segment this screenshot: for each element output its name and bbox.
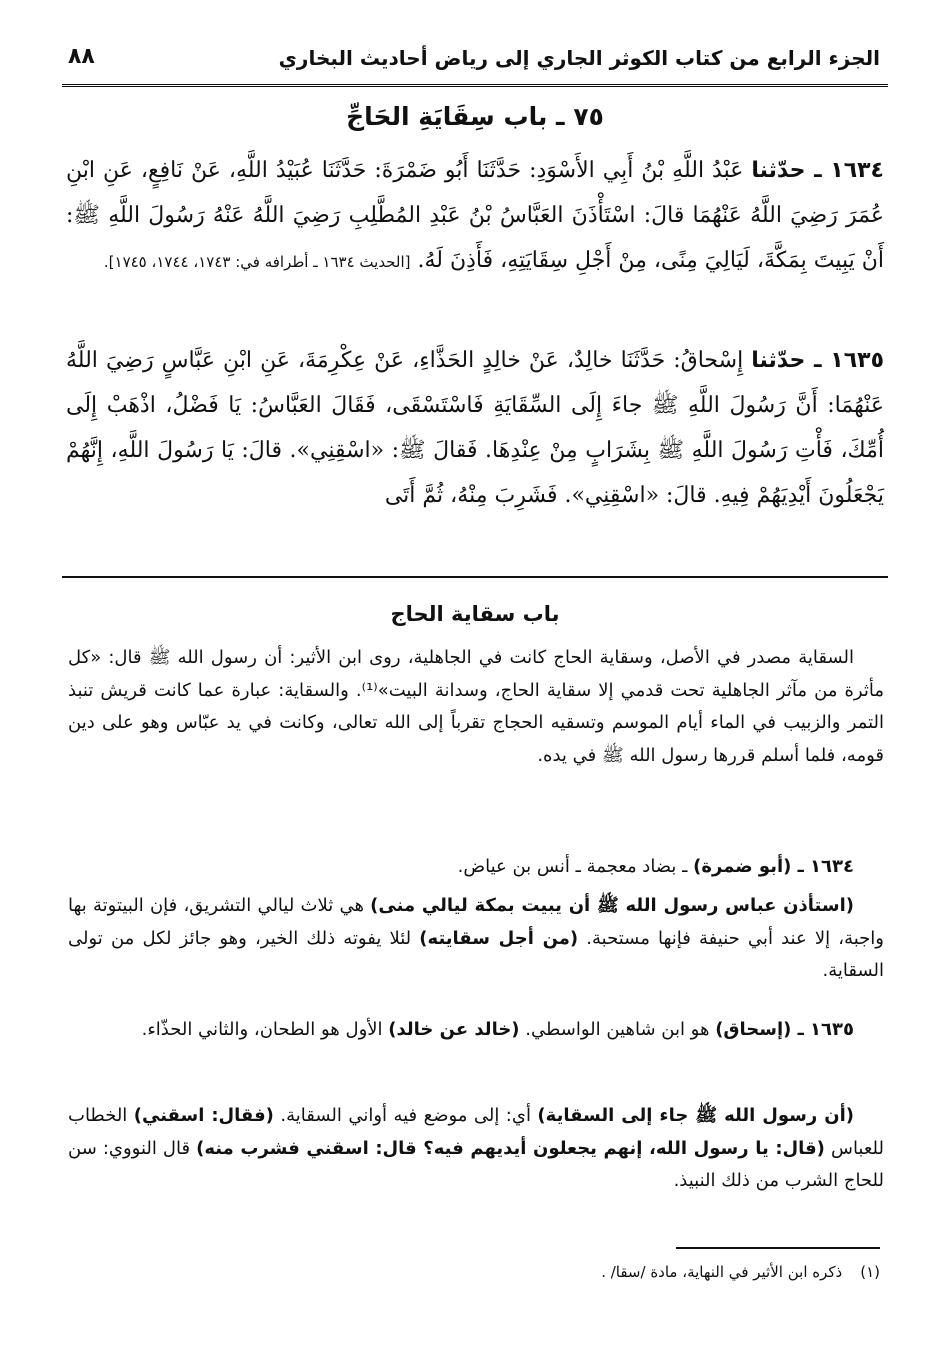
hadith-1634	[66, 148, 884, 285]
commentary-term: (أبو ضمرة)	[693, 856, 798, 877]
commentary-text: ـ بضاد معجمة ـ أنس بن عياض.	[457, 856, 694, 877]
commentary-number: ١٦٣٥ ـ	[797, 1019, 854, 1040]
book-page	[62, 36, 888, 1326]
commentary-text: هي ثلاث ليالي التشريق، فإن البيتوتة بها واجبة، إلا عند أبي حنيفة فإنها مستحبة.	[68, 895, 885, 949]
commentary-term: (خالد عن خالد)	[388, 1019, 520, 1040]
footnote-number: (١)	[860, 1263, 880, 1281]
commentary-1635-continued	[68, 1100, 884, 1198]
commentary-term: (أن رسول الله ﷺ جاء إلى السقاية)	[537, 1105, 854, 1126]
hadith-reference: [الحديث ١٦٣٤ ـ أطرافه في: ١٧٤٣، ١٧٤٤، ١٧٤٥].	[103, 253, 411, 271]
commentary-number: ١٦٣٤ ـ	[797, 856, 854, 877]
hadith-1635	[66, 338, 884, 518]
commentary-text: قال النووي: سن للحاج الشرب من ذلك النبيذ.	[68, 1137, 884, 1191]
commentary-term: (استأذن عباس رسول الله ﷺ أن يبيت بمكة ليالي منى)	[370, 895, 854, 916]
chapter-title: ٧٥ ـ باب سِقَايَةِ الحَاجِّ	[346, 102, 604, 131]
header-rule	[62, 84, 888, 87]
commentary-intro: السقاية مصدر في الأصل، وسقاية الحاج كانت في الجاهلية، روى ابن الأثير: أن رسول الله ﷺ قال: «كل مأثرة من مآثر الجاهلية تحت قدمي إلا سقاية الحاج، وسدانة البيت»⁽¹⁾. والسقاية: عبارة عما كانت قريش تنبذ التمر والزبيب في الماء أيام الموسم وتسقيه الحجاج تقرباً إلى الله تعالى، وكانت في يد عبّاس وهو على دين قومه، فلما أسلم قررها رسول الله ﷺ في يده.	[68, 647, 884, 766]
commentary-text: الأول هو الطحان، والثاني الحذّاء.	[141, 1019, 389, 1040]
commentary-1634	[68, 851, 884, 884]
commentary-text: هو ابن شاهين الواسطي.	[519, 1019, 716, 1040]
hadith-number: ١٦٣٤ ـ حدّثنا	[751, 158, 884, 183]
commentary-text: لئلا يفوته ذلك الخير، وهو جائز لكل من تولى السقاية.	[68, 927, 884, 981]
hadith-number: ١٦٣٥ ـ حدّثنا	[751, 348, 885, 373]
hadith-text: عَبْدُ اللَّهِ بْنُ أَبِي الأَسْوَدِ: حَدَّثَنَا أَبُو ضَمْرَةَ: حَدَّثَنَا عُبَيْدُ اللَّهِ، عَنْ نَافِعٍ، عَنِ ابْنِ عُمَرَ رَضِيَ اللَّهُ عَنْهُمَا قالَ: اسْتَأْذَنَ العَبَّاسُ بْنُ عَبْدِ المُطَّلِبِ رَضِيَ اللَّهُ عَنْهُ رَسُولَ اللَّهِ ﷺ: أَنْ يَبِيتَ بِمَكَّةَ، لَيَالِيَ مِنًى، مِنْ أَجْلِ سِقَايَتِهِ، فَأَذِنَ لَهُ.	[66, 158, 884, 273]
commentary-term: (من أجل سقايته)	[419, 927, 579, 949]
footnote-text: ذكره ابن الأثير في النهاية، مادة /سقا/ .	[601, 1263, 843, 1281]
commentary-title: باب سقاية الحاج	[390, 602, 560, 626]
footnote	[66, 1260, 880, 1284]
commentary-text: أي: إلى موضع فيه أواني السقاية.	[273, 1105, 538, 1126]
text-separator	[62, 576, 888, 578]
running-header	[62, 36, 888, 78]
commentary-1635	[68, 1014, 884, 1047]
page-number: ٨٨	[68, 44, 95, 69]
commentary-text: الخطاب للعباس	[68, 1105, 884, 1159]
commentary-term: (إسحاق)	[715, 1019, 798, 1040]
hadith-text: إِسْحاقُ: حَدَّثَنَا خالِدٌ، عَنْ خالِدٍ الحَذَّاءِ، عَنْ عِكْرِمَةَ، عَنِ ابْنِ عَبَّاسٍ رَضِيَ اللَّهُ عَنْهُمَا: أَنَّ رَسُولَ اللَّهِ ﷺ جاءَ إِلَى السِّقَايَةِ فَاسْتَسْقَى، فَقَالَ العَبَّاسُ: يَا فَضْلُ، اذْهَبْ إِلَى أُمِّكَ، فَأْتِ رَسُولَ اللَّهِ ﷺ بِشَرَابٍ مِنْ عِنْدِهَا. فَقالَ ﷺ: «اسْقِنِي». قالَ: يَا رَسُولَ اللَّهِ، إِنَّهُمْ يَجْعَلُونَ أَيْدِيَهُمْ فِيهِ. قالَ: «اسْقِنِي». فَشَرِبَ مِنْهُ، ثُمَّ أَتَى	[66, 348, 884, 508]
commentary-term: (قال: يا رسول الله، إنهم يجعلون أيديهم فيه؟ قال: اسقني فشرب منه)	[196, 1137, 825, 1159]
footnote-rule	[676, 1247, 880, 1249]
running-title: الجزء الرابع من كتاب الكوثر الجاري إلى رياض أحاديث البخاري	[278, 46, 880, 70]
commentary-term: (فقال: اسقني)	[133, 1105, 274, 1126]
commentary-1634-continued	[68, 890, 884, 988]
